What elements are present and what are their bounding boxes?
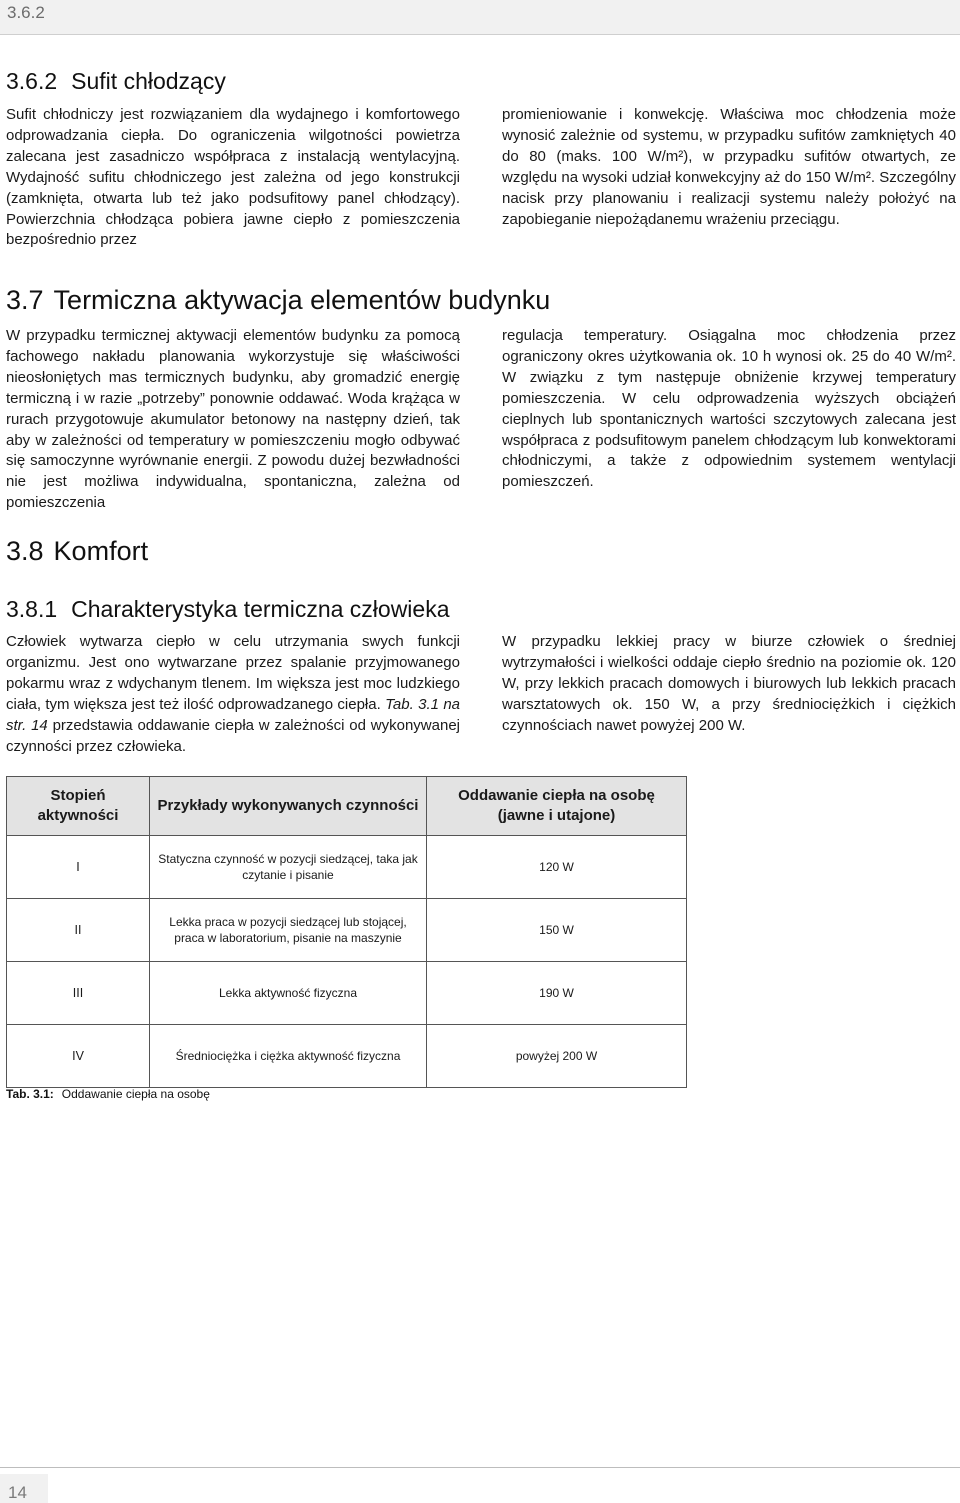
heat-output-cell: powyżej 200 W	[427, 1025, 687, 1088]
table-reference-link[interactable]: Tab. 3.1 na str. 14	[6, 695, 461, 734]
page-number: 14	[8, 1483, 27, 1502]
heat-output-cell: 120 W	[427, 836, 687, 899]
section-number: 3.7	[6, 285, 44, 315]
activity-description-cell: Średniociężka i ciężka aktywność fizyczna	[150, 1025, 427, 1088]
paragraph-3-6-2-right: promieniowanie i konwekcję. Właściwa moc chłodzenia może wynosić zależnie od systemu, w przypadku sufitów zamkniętych 40 do 80 (maks. 100 W/m²), w przypadku sufitów otwartych, ze względu na wysoki udział konwekcyjny aż do 150 W/m². Szczególny nacisk przy planowaniu i realizacji systemu należy położyć na zapobieganie niepożądanemu wrażeniu przeciągu.	[502, 106, 956, 228]
activity-level-cell: IV	[7, 1025, 150, 1088]
running-header-label: 3.6.2	[7, 3, 45, 22]
paragraph-3-8-1-left	[6, 632, 460, 757]
table-row	[7, 899, 687, 962]
table-caption	[6, 1087, 210, 1101]
activity-description-cell: Lekka aktywność fizyczna	[150, 962, 427, 1025]
heat-output-cell: 150 W	[427, 899, 687, 962]
section-title: Charakterystyka termiczna człowieka	[71, 596, 450, 622]
paragraph-3-6-2-left: Sufit chłodniczy jest rozwiązaniem dla wydajnego i komfortowego odprowadzania ciepła. Do ograniczenia wilgotności powietrza zalecana jest zasadniczo współpraca z instalacją wentylacyjną. Wydajność sufitu chłodniczego jest zależna od jego konstrukcji (zamknięta, otwarta lub też jako podsufitowy panel chłodzący). Powierzchnia chłodząca pobiera jawne ciepło z pomieszczenia bezpośrednio przez	[6, 106, 460, 249]
paragraph-text: przedstawia oddawanie ciepła w zależności od wykonywanej czynności przez człowieka.	[6, 716, 460, 755]
section-number: 3.8	[6, 536, 44, 566]
table-caption-text: Oddawanie ciepła na osobę	[61, 1087, 210, 1101]
section-title: Sufit chłodzący	[71, 68, 226, 94]
paragraph-3-7-left: W przypadku termicznej aktywacji elementów budynku za pomocą fachowego nakładu planowania wykorzystuje się właściwości nieosłoniętych mas termicznych budynku, aby gromadzić energię termiczną i w razie „potrzeby” ponownie oddawać. Woda krążąca w rurach przygotowuje akumulator betonowy na następny dzień, tak aby w zależności od temperatury w pomieszczeniu mogło odbywać się samoczynne wyrównanie energii. Z powodu dużej bezwładności nie jest możliwa indywidualna, spontaniczna, zależna od pomieszczenia	[6, 327, 460, 512]
activity-level-cell: II	[7, 899, 150, 962]
section-heading-3-8-1	[6, 596, 450, 623]
section-heading-3-6-2	[6, 68, 226, 95]
activity-description-cell: Statyczna czynność w pozycji siedzącej, taka jak czytanie i pisanie	[150, 836, 427, 899]
table-header-row	[7, 777, 687, 836]
section-heading-3-8	[6, 536, 148, 567]
table-header-activity-level: Stopień aktywności	[7, 777, 150, 836]
section-title: Termiczna aktywacja elementów budynku	[53, 285, 551, 315]
section-number: 3.8.1	[6, 596, 58, 622]
table-header-heat-output: Oddawanie ciepła na osobę (jawne i utajone)	[427, 777, 687, 836]
activity-level-cell: III	[7, 962, 150, 1025]
footer-divider	[0, 1467, 960, 1468]
table-row	[7, 1025, 687, 1088]
table-row	[7, 836, 687, 899]
table-row	[7, 962, 687, 1025]
heat-output-cell: 190 W	[427, 962, 687, 1025]
paragraph-3-7-right: regulacja temperatury. Osiągalna moc chłodzenia przez ograniczony okres użytkowania ok. 10 h wynosi ok. 25 do 40 W/m². W związku z tym następuje obniżenie krzywej temperatury pomieszczenia. W celu odprowadzenia wyższych obciążeń cieplnych lub spontanicznych wartości szczytowych zalecana jest współpraca z podsufitowym panelem chłodzącym lub konwektorami chłodniczymi, a także z odpowiednim systemem wentylacji pomieszczeń.	[502, 327, 956, 491]
heat-output-table	[6, 776, 687, 1088]
running-header	[0, 0, 960, 35]
table-header-activity-examples: Przykłady wykonywanych czynności	[150, 777, 427, 836]
paragraph-text: Człowiek wytwarza ciepło w celu utrzymania swych funkcji organizmu. Jest ono wytwarzane przez spalanie przyjmowanego pokarmu wraz z wdychanym tlenem. Im większa jest moc ludzkiego ciała, tym większa jest też ilość odprowadzanego ciepła.	[6, 633, 460, 713]
section-heading-3-7	[6, 285, 550, 316]
section-title: Komfort	[53, 536, 149, 566]
table-caption-label: Tab. 3.1:	[6, 1087, 54, 1101]
activity-description-cell: Lekka praca w pozycji siedzącej lub stojącej, praca w laboratorium, pisanie na maszynie	[150, 899, 427, 962]
paragraph-3-8-1-right: W przypadku lekkiej pracy w biurze człowiek o średniej wytrzymałości i wielkości oddaje ciepło średnio na poziomie ok. 120 W, przy lekkich pracach domowych i biurowych lub lekkich pracach warsztatowych ok. 150 W, a przy średniociężkich i ciężkich czynnościach nawet powyżej 200 W.	[502, 633, 956, 734]
section-number: 3.6.2	[6, 68, 58, 94]
activity-level-cell: I	[7, 836, 150, 899]
